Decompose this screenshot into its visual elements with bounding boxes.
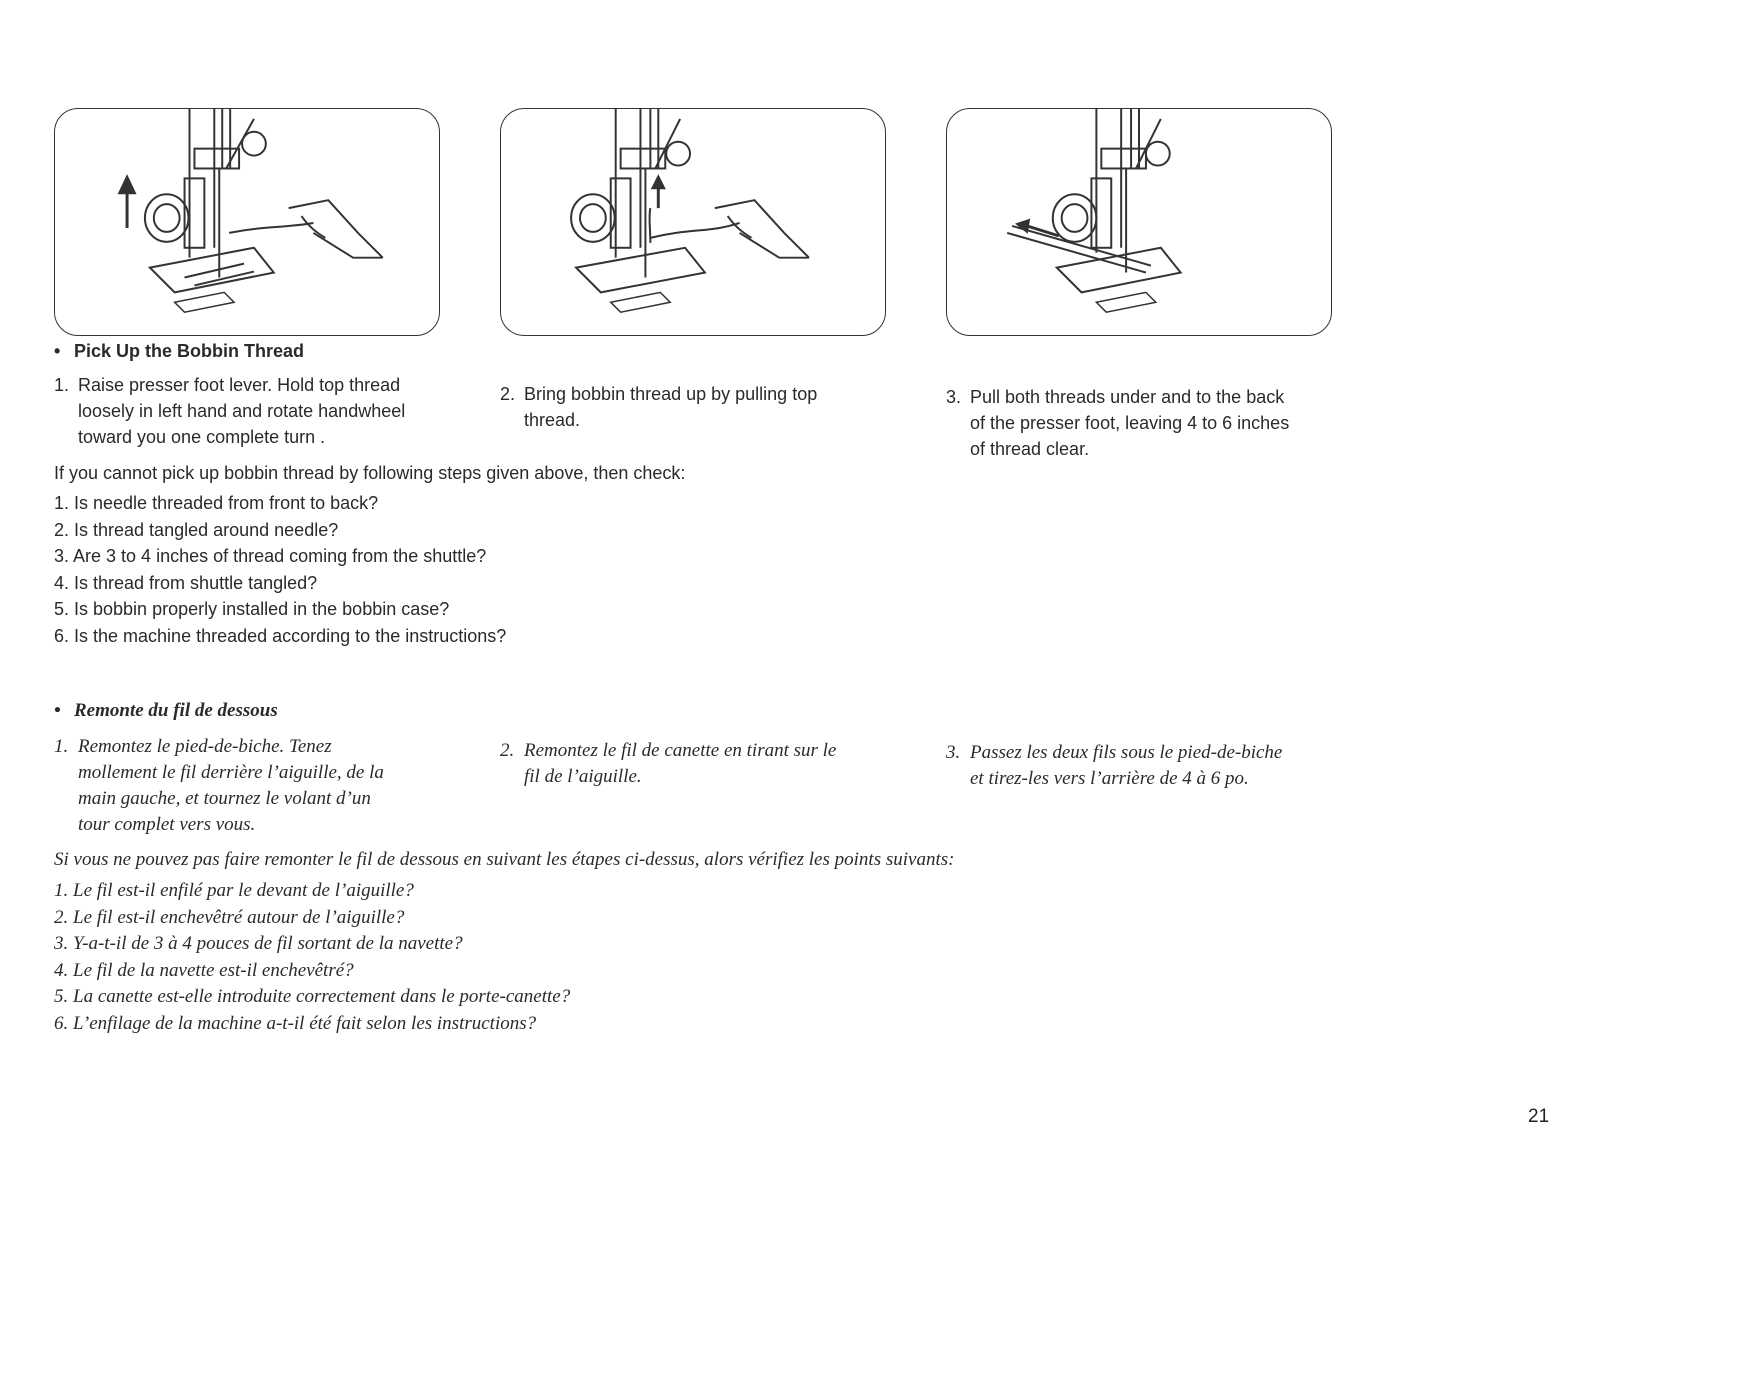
list-item: 4. Is thread from shuttle tangled?	[54, 572, 318, 593]
list-item: 2. Le fil est-il enchevêtré autour de l’aiguille?	[54, 906, 405, 928]
list-item: 6. L’enfilage de la machine a-t-il été fait selon les instructions?	[54, 1012, 537, 1034]
sewing-machine-threads-pulled-back-icon	[947, 109, 1331, 335]
list-item: 5. La canette est-elle introduite correctement dans le porte-canette?	[54, 986, 571, 1007]
section-heading-en: • Pick Up the Bobbin Thread	[54, 341, 305, 361]
list-item: 1. Is needle threaded from front to back?	[54, 493, 379, 513]
sewing-machine-bobbin-thread-loop-icon	[501, 109, 885, 335]
list-item: 1. Le fil est-il enfilé par le devant de l’aiguille?	[54, 880, 414, 901]
check-intro-fr: Si vous ne pouvez pas faire remonter le fil de dessous en suivant les étapes ci-dessus, alors vérifiez les points suivants:	[54, 849, 955, 870]
illustration-step-3	[946, 108, 1332, 336]
list-item: 3. Are 3 to 4 inches of thread coming from the shuttle?	[54, 546, 487, 566]
illustration-step-1	[54, 108, 440, 336]
checklist-en	[54, 490, 506, 649]
checklist-fr	[54, 878, 570, 1037]
check-intro-en: If you cannot pick up bobbin thread by following steps given above, then check:	[54, 463, 686, 483]
section-heading-fr: • Remonte du fil de dessous	[54, 700, 278, 721]
list-item: 6. Is the machine threaded according to the instructions?	[54, 625, 507, 646]
list-item: 5. Is bobbin properly installed in the bobbin case?	[54, 599, 450, 619]
page-number: 21	[1528, 1106, 1550, 1127]
sewing-machine-foot-lever-up-icon	[55, 109, 439, 335]
list-item: 4. Le fil de la navette est-il enchevêtré?	[54, 959, 354, 981]
illustration-step-2	[500, 108, 886, 336]
list-item: 3. Y-a-t-il de 3 à 4 pouces de fil sortant de la navette?	[54, 933, 463, 954]
list-item: 2. Is thread tangled around needle?	[54, 519, 339, 540]
